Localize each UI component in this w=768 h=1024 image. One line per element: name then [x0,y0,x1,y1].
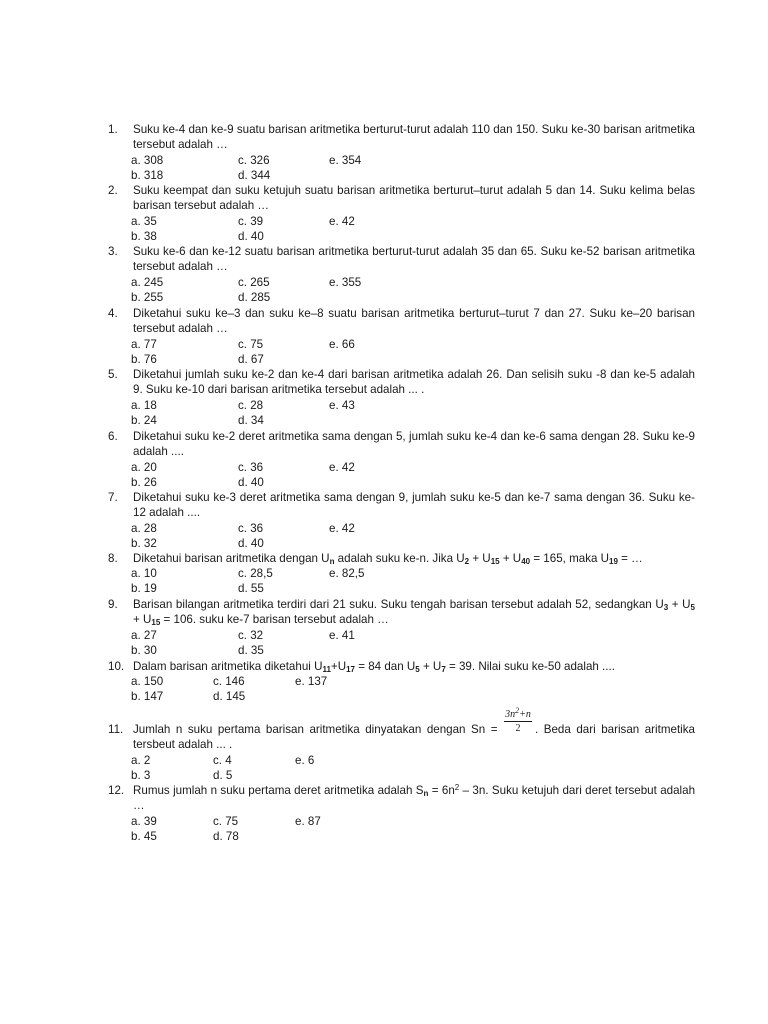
option-a: a. 18 [131,398,157,412]
option-b: b. 147 [131,690,164,704]
question-text: Dalam barisan aritmetika diketahui $U_{11}+U_{17} = 84$ dan $U_5 + U_7 = 39$. Nilai suku ke-50 adalah .... [133,660,615,674]
option-c: c. 36 [238,521,264,535]
option-a: a. 20 [131,460,157,474]
option-b: b. 26 [131,475,157,489]
option-b: b. 30 [131,643,157,657]
question-text: Suku keempat dan suku ketujuh suatu barisan aritmetika berturut–turut adalah 5 dan 14. Suku kelima belas barisan tersebut adalah … [133,184,695,213]
option-a: a. 2 [131,753,151,767]
option-b: b. 45 [131,829,157,843]
question-number: 7. [108,491,118,504]
question-number: 6. [108,430,118,443]
option-c: c. 36 [238,460,264,474]
option-c: c. 146 [213,675,245,689]
question-7 [108,490,695,552]
option-e: e. 42 [329,521,355,535]
option-e: e. 66 [329,337,355,351]
option-c: c. 326 [238,153,270,167]
question-3 [108,244,695,306]
option-b: b. 32 [131,536,157,550]
question-text: Jumlah n suku pertama barisan aritmetika dinyatakan dengan Sn = . Beda dari barisan aritmetika tersbeut adalah ... . [133,723,695,752]
question-number: 12. [108,784,125,797]
option-a: a. 77 [131,337,157,351]
option-a: a. 10 [131,567,157,581]
question-number: 4. [108,307,118,320]
question-number: 2. [108,184,118,197]
question-4 [108,306,695,368]
question-number: 3. [108,245,118,258]
option-a: a. 150 [131,675,164,689]
option-a: a. 35 [131,214,157,228]
question-text: Suku ke-4 dan ke-9 suatu barisan aritmetika berturut-turut adalah 110 dan 150. Suku ke-30 barisan aritmetika tersebut adalah … [133,123,695,152]
option-d: d. 67 [238,352,264,366]
option-b: b. 318 [131,168,164,182]
question-12 [108,783,695,845]
question-text: Suku ke-6 dan ke-12 suatu barisan aritmetika berturut-turut adalah 35 dan 65. Suku ke-52 barisan aritmetika tersebut adalah … [133,245,695,274]
question-text: Diketahui suku ke-2 deret aritmetika sama dengan 5, jumlah suku ke-4 dan ke-6 sama dengan 28. Suku ke-9 adalah .... [133,430,695,459]
option-c: c. 28 [238,398,264,412]
option-d: d. 55 [238,582,264,596]
question-text: Barisan bilangan aritmetika terdiri dari 21 suku. Suku tengah barisan tersebut adalah 52, sedangkan $U_3 + U_5 + U_{15} = 106$. suku ke-7 barisan tersebut adalah … [133,598,695,628]
option-a: a. 28 [131,521,157,535]
option-a: a. 39 [131,814,157,828]
option-e: e. 354 [329,153,362,167]
option-a: a. 308 [131,153,164,167]
option-c: c. 75 [213,814,239,828]
option-b: b. 3 [131,768,151,782]
question-number: 9. [108,598,118,611]
question-2 [108,183,695,245]
question-text: Diketahui barisan aritmetika dengan $U_n$ adalah suku ke-n. Jika $U_2 + U_{15} + U_{40} = 165$, maka $U_{19}$ = … [133,552,643,566]
question-9 [108,597,695,659]
question-text: Rumus jumlah n suku pertama deret aritmetika adalah $S_n = 6n^2 - 3n$. Suku ketujuh dari deret tersebut adalah … [133,783,696,813]
option-e: e. 43 [329,398,355,412]
option-b: b. 255 [131,290,164,304]
question-text: Diketahui jumlah suku ke-2 dan ke-4 dari barisan aritmetika adalah 26. Dan selisih suku -8 dan ke-5 adalah 9. Suku ke-10 dari barisan aritmetika tersebut adalah ... . [133,368,695,397]
option-d: d. 34 [238,413,264,427]
option-d: d. 40 [238,475,264,489]
question-text: Diketahui suku ke–3 dan suku ke–8 suatu barisan aritmetika berturut–turut 7 dan 27. Suku ke–20 barisan tersebut adalah … [133,307,695,336]
option-c: c. 265 [238,275,270,289]
option-c: c. 75 [238,337,264,351]
option-e: e. 137 [295,675,328,689]
option-e: e. 87 [295,814,321,828]
option-d: d. 40 [238,229,264,243]
question-6 [108,429,695,491]
option-a: a. 27 [131,628,157,642]
question-10 [108,659,695,705]
option-d: d. 35 [238,643,264,657]
question-1 [108,122,695,184]
option-d: d. 145 [213,690,246,704]
option-b: b. 76 [131,352,157,366]
option-e: e. 355 [329,275,362,289]
option-b: b. 24 [131,413,157,427]
question-number: 11. [108,723,124,736]
question-8 [108,551,695,597]
option-d: d. 285 [238,290,271,304]
option-d: d. 78 [213,829,239,843]
option-e: e. 42 [329,214,355,228]
question-number: 1. [108,123,118,136]
option-c: c. 32 [238,628,264,642]
option-c: c. 39 [238,214,264,228]
option-b: b. 19 [131,582,157,596]
option-d: d. 40 [238,536,264,550]
option-c: c. 4 [213,753,232,767]
question-number: 5. [108,368,118,381]
option-e: e. 82,5 [329,567,365,581]
option-c: c. 28,5 [238,567,273,581]
option-e: e. 41 [329,628,355,642]
question-5 [108,367,695,429]
option-e: e. 6 [295,753,315,767]
question-text: Diketahui suku ke-3 deret aritmetika sama dengan 9, jumlah suku ke-5 dan ke-7 sama dengan 36. Suku ke-12 adalah .... [133,491,695,520]
question-number: 8. [108,552,118,565]
option-a: a. 245 [131,275,164,289]
option-d: d. 5 [213,768,233,782]
fraction-formula: $3n^2+n$ 2 [505,706,531,734]
question-11 [108,706,695,784]
option-d: d. 344 [238,168,271,182]
option-b: b. 38 [131,229,157,243]
option-e: e. 42 [329,460,355,474]
question-number: 10. [108,660,125,673]
